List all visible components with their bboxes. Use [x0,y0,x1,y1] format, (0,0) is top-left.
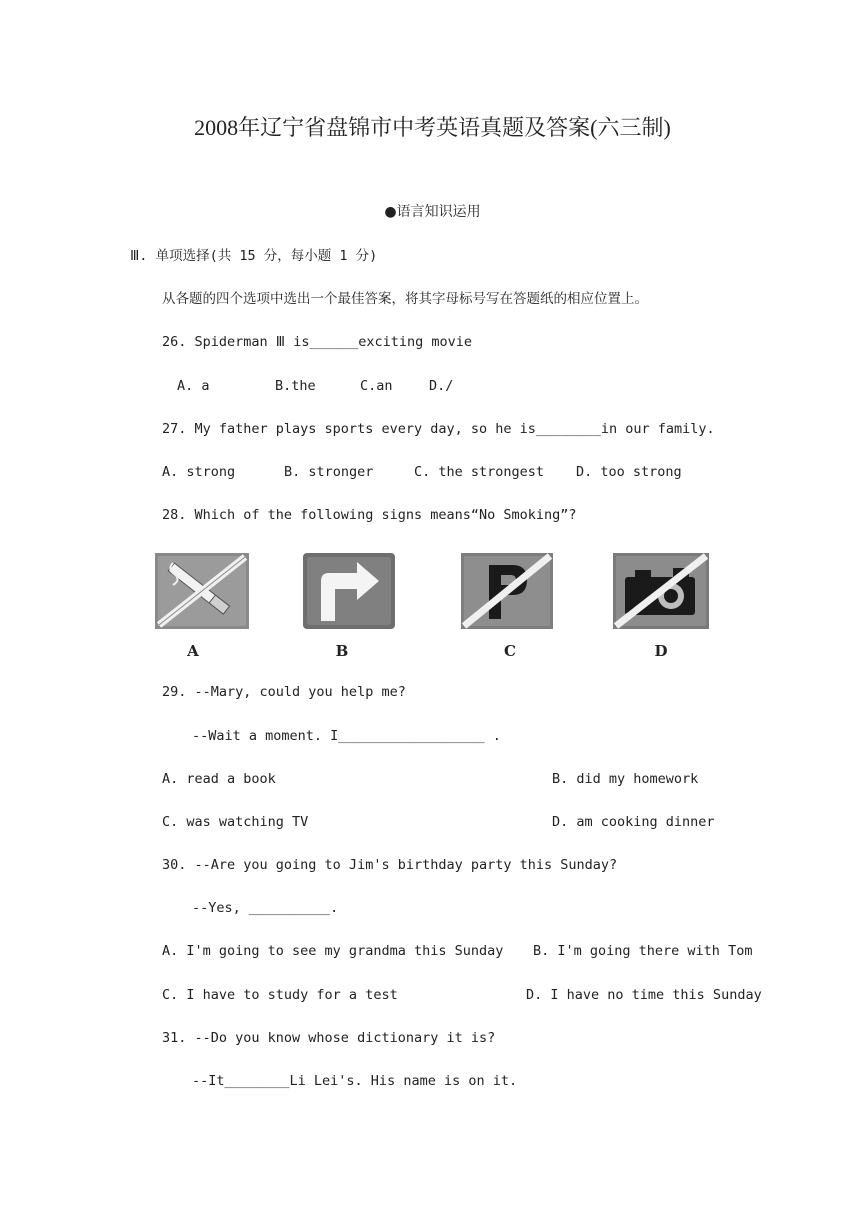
sign-a-label: A [187,642,199,660]
question-31-stem: 31. --Do you know whose dictionary it is? [162,1030,496,1046]
question-26-option-a: A. a [177,378,210,394]
part-heading: Ⅲ. 单项选择(共 15 分，每小题 1 分) [130,248,378,264]
question-28-stem: 28. Which of the following signs means“No Smoking”? [162,507,577,523]
question-29-reply: --Wait a moment. I__________________ . [192,728,501,744]
question-26-option-d: D./ [429,378,454,394]
sign-c-label: C [504,642,516,660]
question-30-option-d: D. I have no time this Sunday [526,987,762,1003]
question-27-option-d: D. too strong [576,464,682,480]
question-29-option-a: A. read a book [162,771,276,787]
question-30-stem: 30. --Are you going to Jim's birthday party this Sunday? [162,857,618,873]
question-27-option-c: C. the strongest [414,464,545,480]
question-27-stem: 27. My father plays sports every day, so he is________in our family. [162,421,715,437]
question-29-option-b: B. did my homework [552,771,699,787]
question-29-option-d: D. am cooking dinner [552,814,715,830]
question-29-option-c: C. was watching TV [162,814,309,830]
section-heading: ●语言知识运用 [384,204,481,220]
no-smoking-sign-icon [155,553,249,629]
question-26-option-c: C.an [360,378,393,394]
sign-b-label: B [335,642,349,660]
page-title: 2008年辽宁省盘锦市中考英语真题及答案(六三制) [194,115,671,140]
question-26-stem: 26. Spiderman Ⅲ is______exciting movie [162,334,473,350]
question-29-stem: 29. --Mary, could you help me? [162,684,406,700]
turn-right-sign-icon [303,553,395,629]
question-30-option-a: A. I'm going to see my grandma this Sunday [162,943,504,959]
question-30-option-c: C. I have to study for a test [162,987,398,1003]
no-camera-sign-icon [613,553,709,629]
question-31-reply: --It________Li Lei's. His name is on it. [192,1073,518,1089]
question-30-reply: --Yes, __________. [192,900,339,916]
question-27-option-b: B. stronger [284,464,374,480]
question-27-option-a: A. strong [162,464,236,480]
no-parking-sign-icon [461,553,553,629]
part-instruction: 从各题的四个选项中选出一个最佳答案，将其字母标号写在答题纸的相应位置上。 [162,291,648,307]
sign-d-label: D [654,642,668,660]
question-26-option-b: B.the [275,378,316,394]
question-30-option-b: B. I'm going there with Tom [533,943,753,959]
